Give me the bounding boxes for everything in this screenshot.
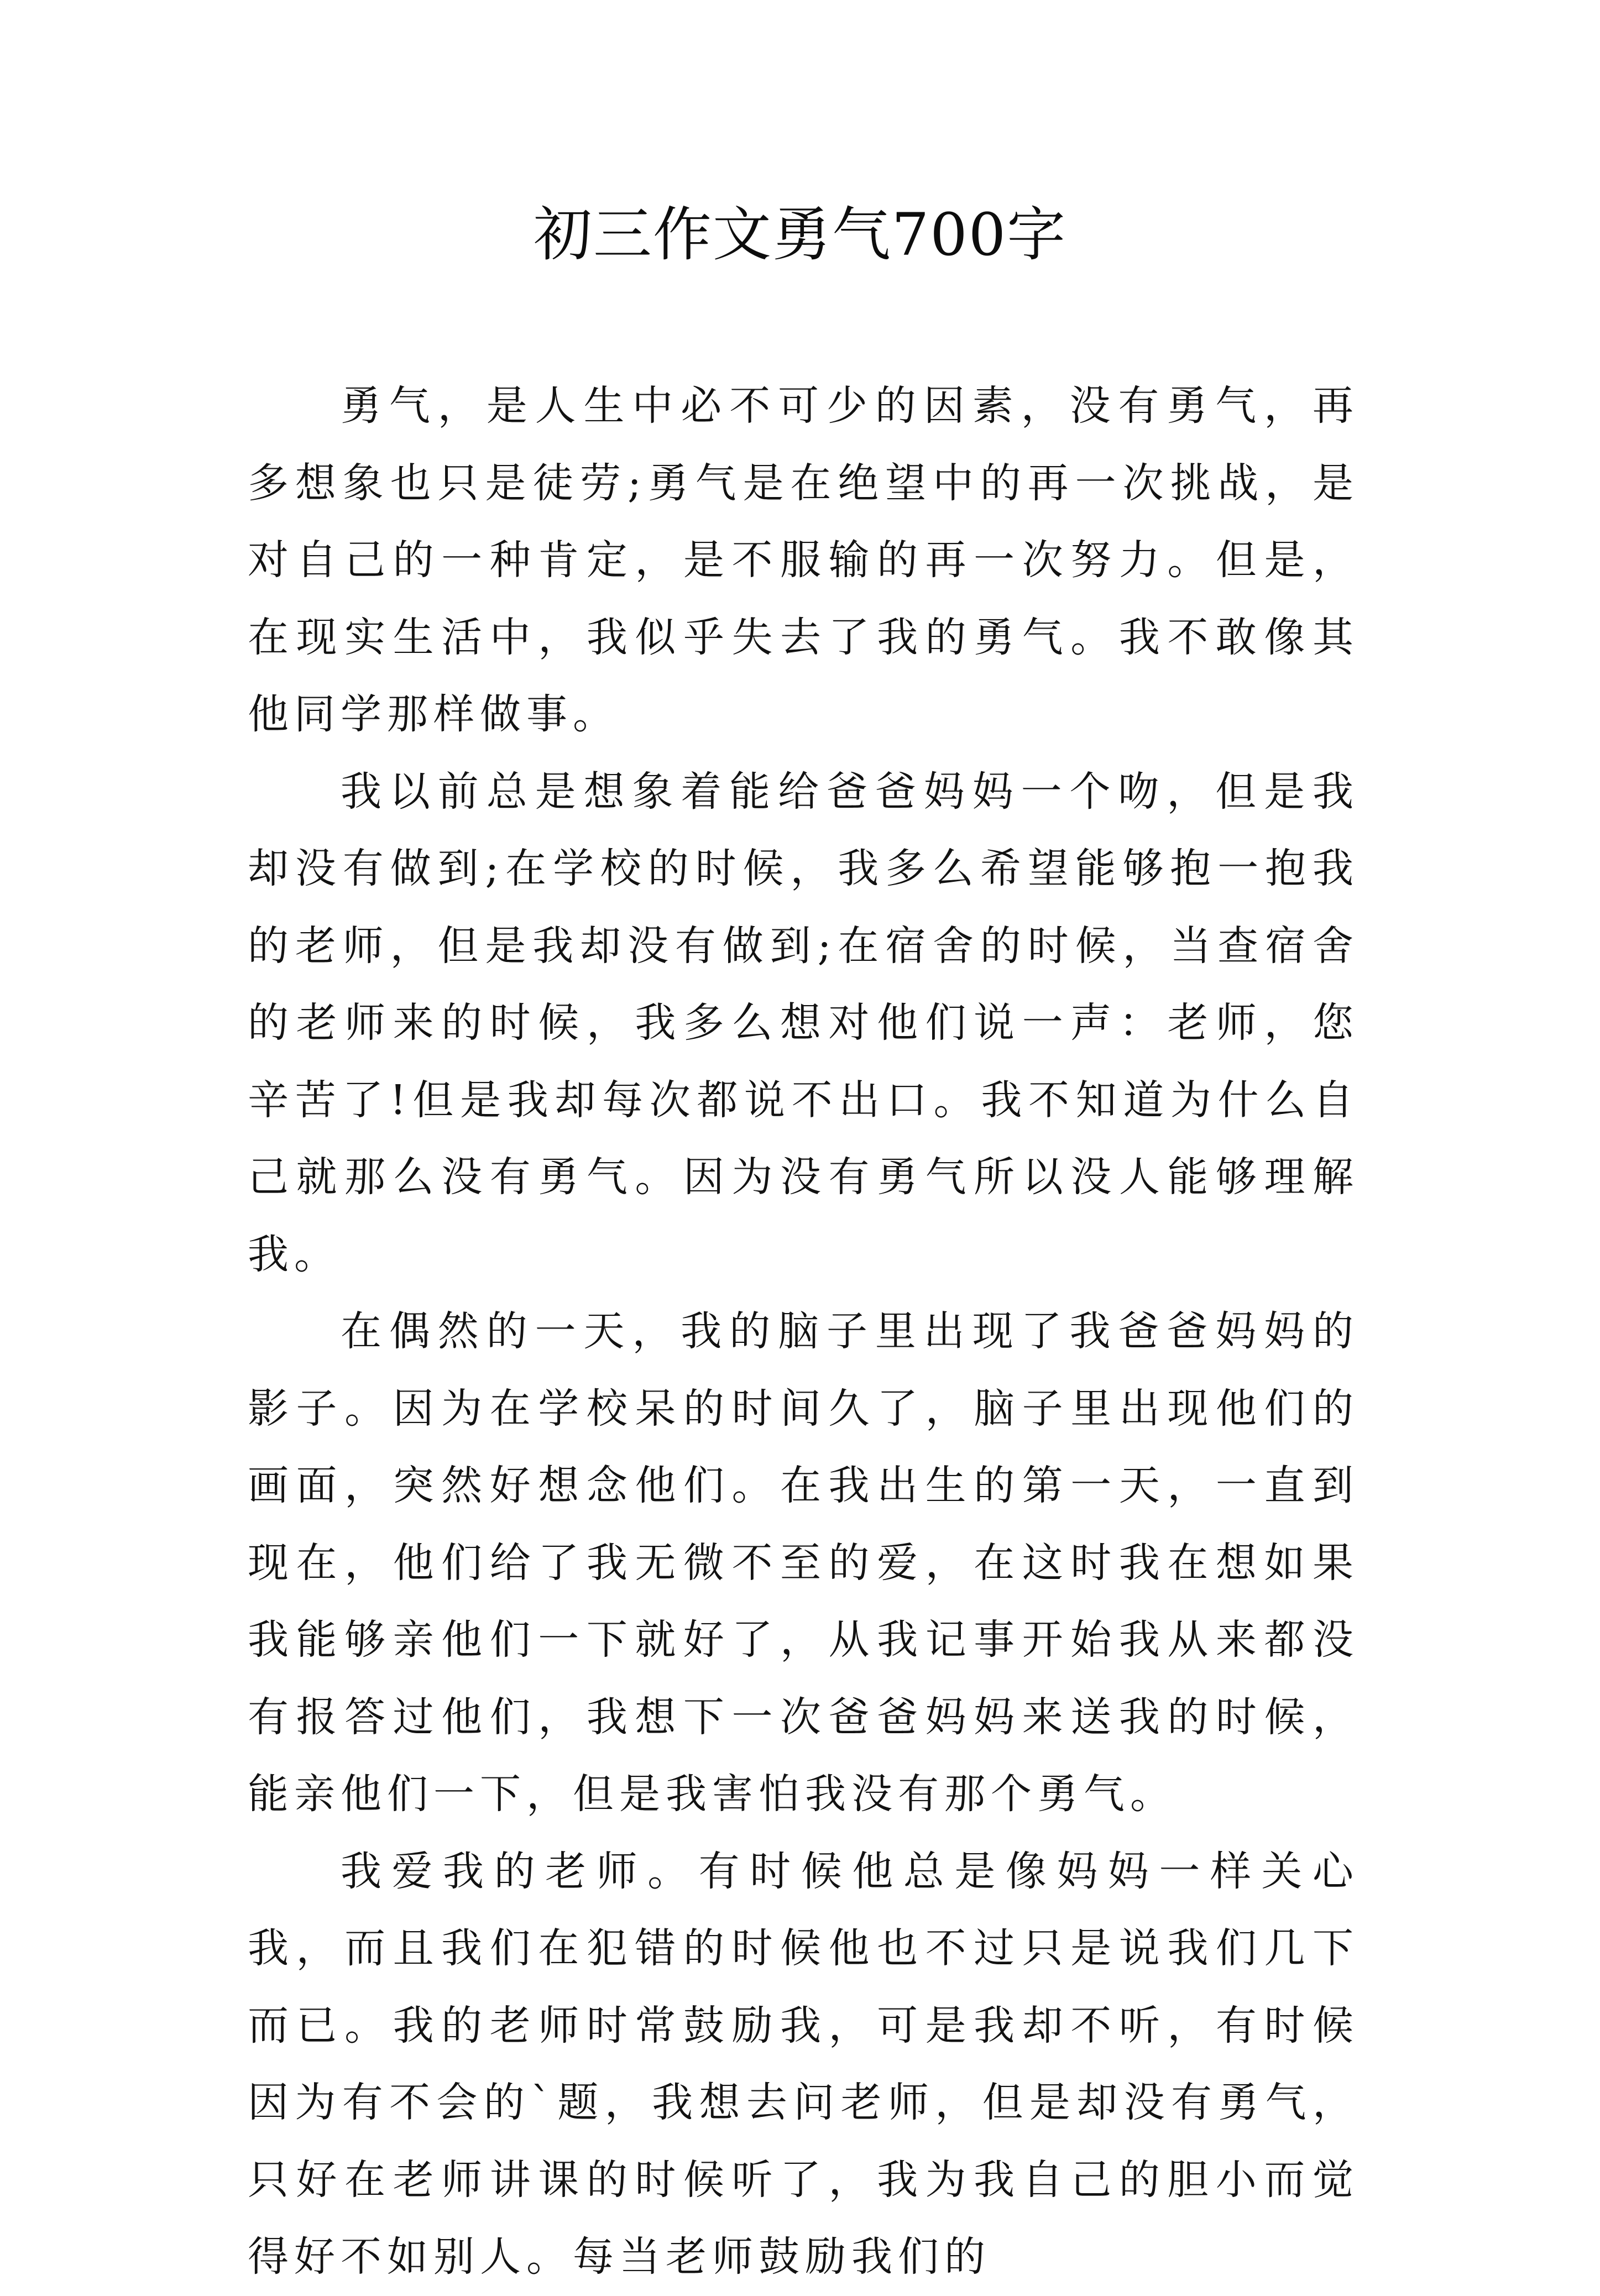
- paragraph-3: 在偶然的一天，我的脑子里出现了我爸爸妈妈的影子。因为在学校呆的时间久了，脑子里出现他们的画面，突然好想念他们。在我出生的第一天，一直到现在，他们给了我无微不至的爱，在这时我在想如果我能够亲他们一下就好了，从我记事开始我从来都没有报答过他们，我想下一次爸爸妈妈来送我的时候，能亲他们一下，但是我害怕我没有那个勇气。: [248, 1307, 1359, 1818]
- document-body: [248, 368, 1359, 2296]
- document-title: 初三作文勇气700字: [533, 201, 1067, 269]
- paragraph-1: 勇气，是人生中必不可少的因素，没有勇气，再多想象也只是徒劳;勇气是在绝望中的再一次挑战，是对自己的一种肯定，是不服输的再一次努力。但是，在现实生活中，我似乎失去了我的勇气。我不敢像其他同学那样做事。: [248, 382, 1359, 738]
- paragraph-2: 我以前总是想象着能给爸爸妈妈一个吻，但是我却没有做到;在学校的时候，我多么希望能够抱一抱我的老师，但是我却没有做到;在宿舍的时候，当查宿舍的老师来的时候，我多么想对他们说一声：老师，您辛苦了!但是我却每次都说不出口。我不知道为什么自己就那么没有勇气。因为没有勇气所以没人能够理解我。: [248, 767, 1359, 1278]
- paragraph-4: 我爱我的老师。有时候他总是像妈妈一样关心我，而且我们在犯错的时候他也不过只是说我们几下而已。我的老师时常鼓励我，可是我却不听，有时候因为有不会的`题，我想去问老师，但是却没有勇气，只好在老师讲课的时候听了，我为我自己的胆小而觉得好不如别人。每当老师鼓励我们的: [248, 1847, 1359, 2281]
